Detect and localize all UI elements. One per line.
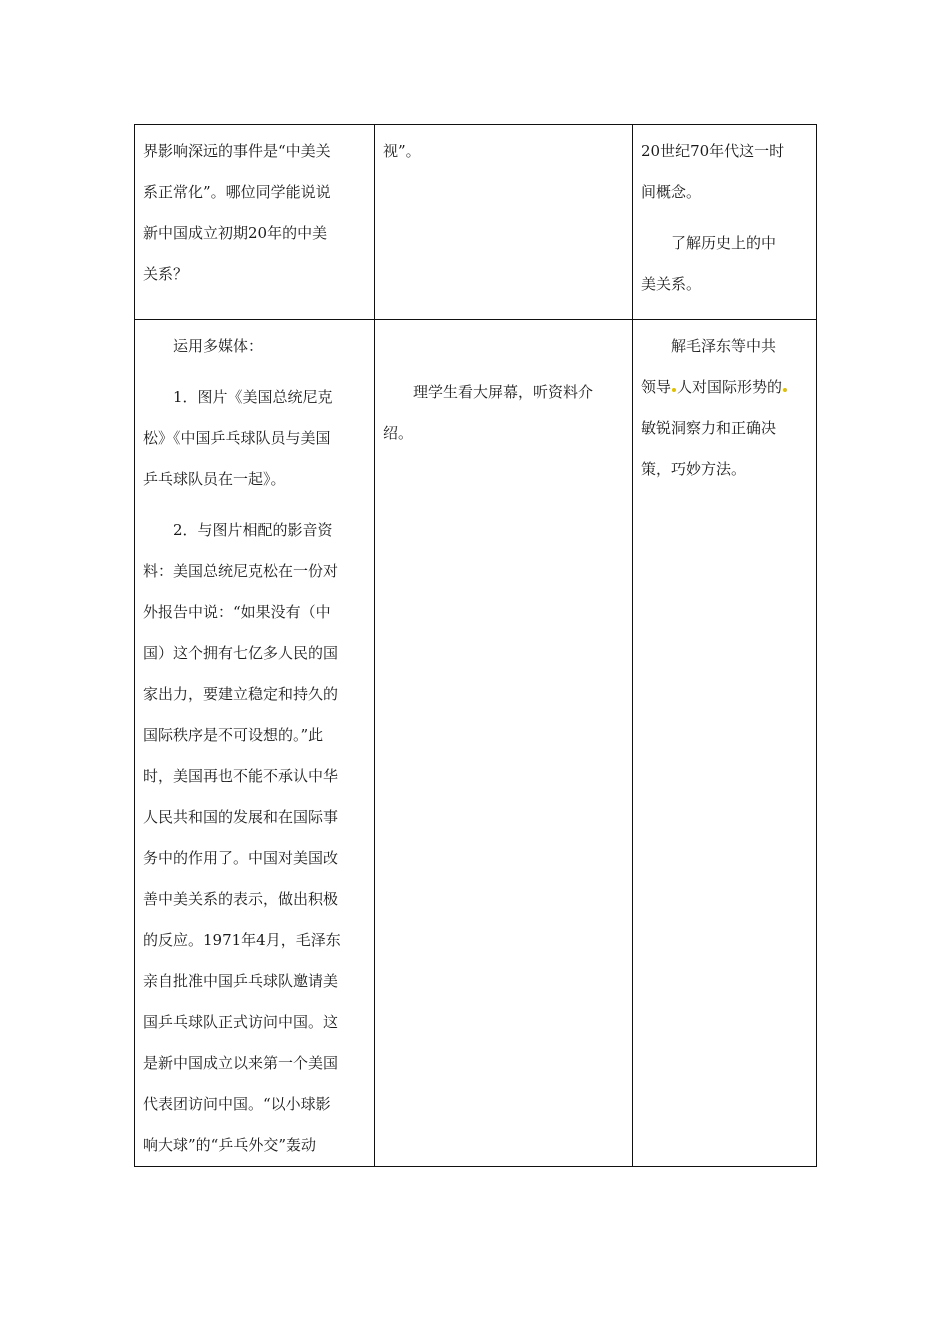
text-line: 的反应。1971年4月，毛泽东: [143, 931, 341, 949]
design-intent-cell: [633, 320, 817, 1167]
text-line: 20世纪70年代这一时: [641, 142, 785, 160]
text-line: 了解历史上的中: [671, 234, 777, 252]
text-line: 绍。: [383, 424, 414, 442]
lesson-plan-table: [134, 124, 817, 1167]
text-line: 家出力，要建立稳定和持久的: [143, 685, 339, 703]
text-line: 新中国成立初期20年的中美: [143, 224, 328, 242]
text-line: 是新中国成立以来第一个美国: [143, 1054, 339, 1072]
text-fragment: 领导: [641, 378, 672, 396]
student-activity-cell: [375, 320, 633, 1167]
design-intent-cell: [633, 125, 817, 320]
table-row: [135, 125, 817, 320]
text-line: 国乒乓球队正式访问中国。这: [143, 1013, 339, 1031]
text-line: 料：美国总统尼克松在一份对: [143, 562, 339, 580]
text-line: 关系？: [143, 265, 189, 283]
text-line: 时，美国再也不能不承认中华: [143, 767, 339, 785]
text-line: 美关系。: [641, 275, 702, 293]
text-line: 人民共和国的发展和在国际事: [143, 808, 339, 826]
teacher-activity-cell: [135, 320, 375, 1167]
text-line: 间概念。: [641, 183, 702, 201]
table-row: [135, 320, 817, 1167]
text-line: 响大球”的“乒乓外交”轰动: [143, 1136, 317, 1154]
section-heading: 运用多媒体：: [173, 337, 264, 355]
text-line: [641, 367, 808, 408]
text-line: 系正常化”。哪位同学能说说: [143, 183, 331, 201]
text-line: 敏锐洞察力和正确决: [641, 419, 777, 437]
text-line: 2．与图片相配的影音资: [173, 521, 333, 539]
text-line: 外报告中说：“如果没有（中: [143, 603, 331, 621]
text-line: 理学生看大屏幕，听资料介: [413, 383, 594, 401]
text-line: 1．图片《美国总统尼克: [173, 388, 333, 406]
text-fragment: 人对国际形势的: [677, 378, 783, 396]
text-line: 界影响深远的事件是“中美关: [143, 142, 331, 160]
teacher-activity-cell: [135, 125, 375, 320]
text-line: 国际秩序是不可设想的。”此: [143, 726, 324, 744]
text-line: 务中的作用了。中国对美国改: [143, 849, 339, 867]
highlight-mark-icon: [783, 388, 787, 392]
highlight-mark-icon: [672, 388, 676, 392]
text-line: 乒乓球队员在一起》。: [143, 470, 286, 488]
text-line: 视”。: [383, 142, 421, 160]
student-activity-cell: [375, 125, 633, 320]
text-line: 松》《中国乒乓球队员与美国: [143, 429, 331, 447]
text-line: 善中美关系的表示，做出积极: [143, 890, 339, 908]
text-line: 策，巧妙方法。: [641, 460, 747, 478]
text-line: 解毛泽东等中共: [671, 337, 777, 355]
text-line: 国）这个拥有七亿多人民的国: [143, 644, 339, 662]
text-line: 亲自批准中国乒乓球队邀请美: [143, 972, 339, 990]
text-line: 代表团访问中国。“以小球影: [143, 1095, 331, 1113]
